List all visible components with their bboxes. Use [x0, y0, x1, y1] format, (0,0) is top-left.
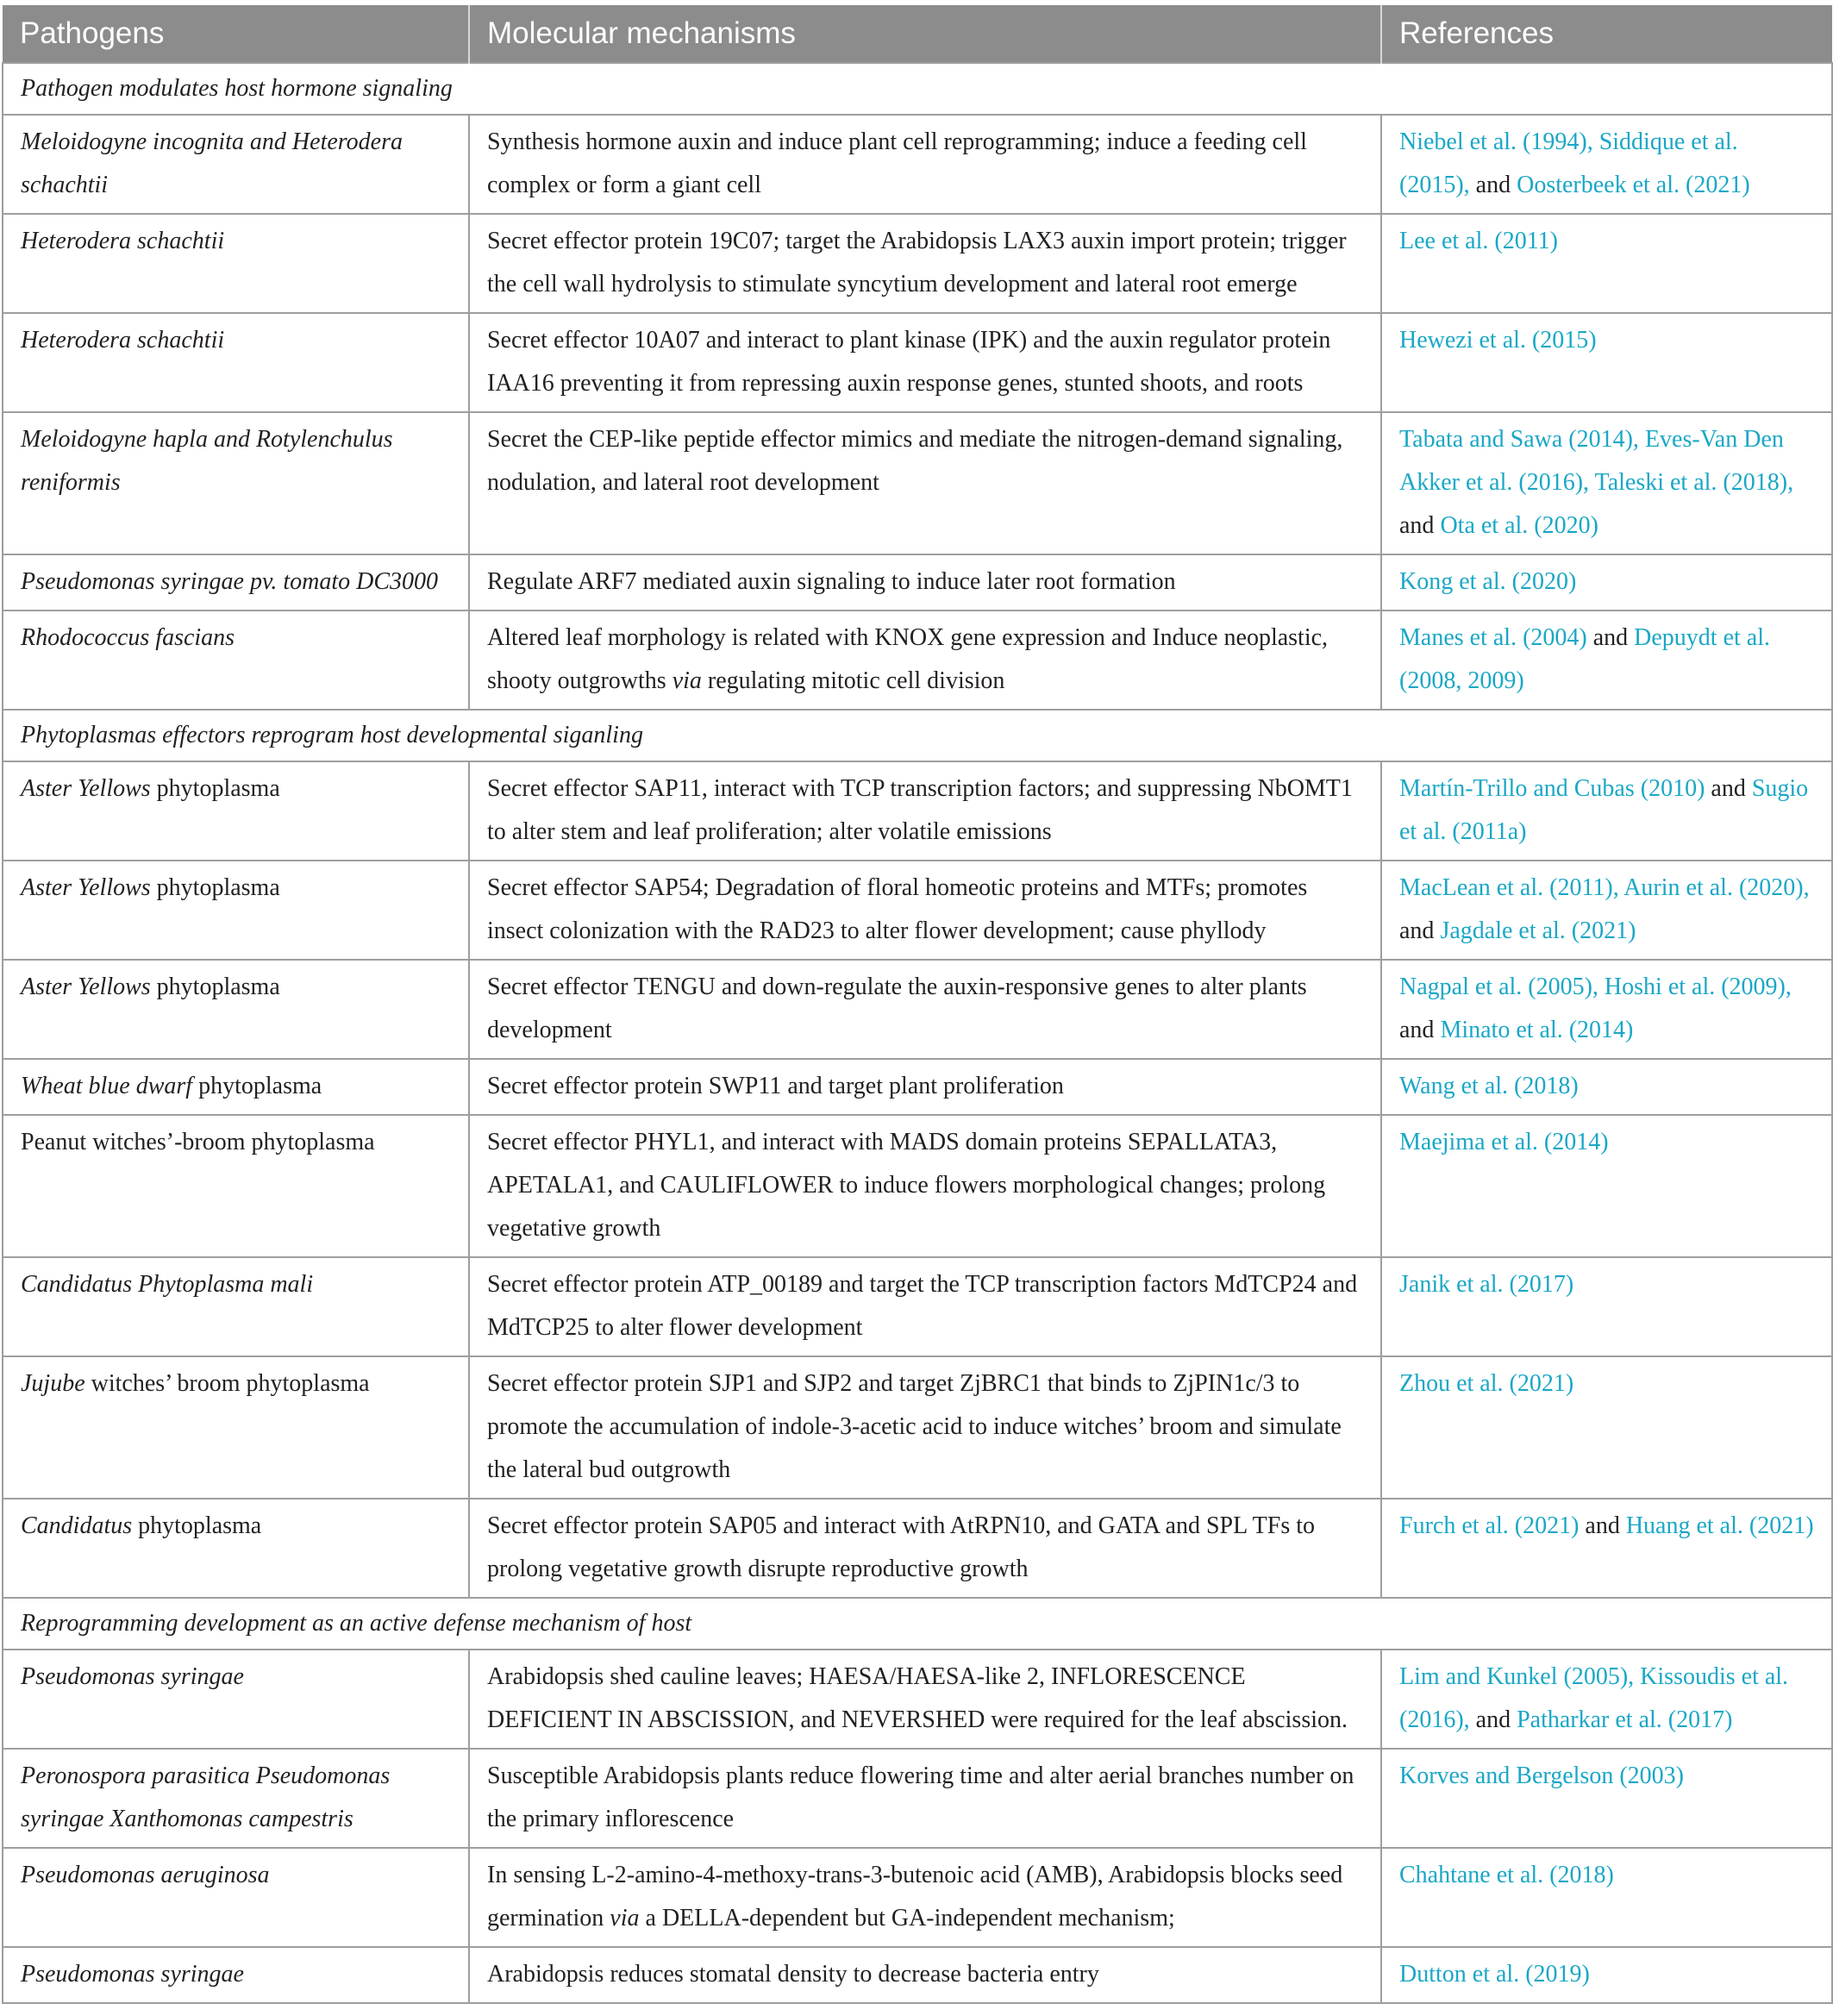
references-cell: [1381, 313, 1832, 412]
reference-link[interactable]: Lee et al. (2011): [1399, 228, 1558, 254]
pathogen-text: Aster Yellows: [21, 974, 151, 1000]
mechanism-text: Altered leaf morphology is related with KNOX gene expression and Induce neoplastic, shooty outgrowths: [487, 624, 1329, 694]
reference-link[interactable]: Dutton et al. (2019): [1399, 1961, 1590, 1988]
pathogen-text: phytoplasma: [150, 874, 280, 901]
pathogen-text: Heterodera schachtii: [21, 327, 225, 354]
reference-link[interactable]: Lim and Kunkel (2005),: [1399, 1663, 1635, 1690]
references-cell: [1381, 554, 1832, 610]
pathogen-cell: [3, 1356, 469, 1499]
pathogen-text: phytoplasma: [150, 775, 280, 802]
reference-link[interactable]: Nagpal et al. (2005),: [1399, 974, 1598, 1000]
references-cell: [1381, 214, 1832, 313]
refs-text: and: [1586, 624, 1635, 651]
mechanism-text: via: [610, 1905, 640, 1931]
mechanism-text: Secret effector 10A07 and interact to plant kinase (IPK) and the auxin regulator protein IAA16 preventing it from repressing auxin response genes, stunted shoots, and roots: [487, 327, 1331, 397]
pathogen-text: Candidatus Phytoplasma mali: [21, 1271, 314, 1298]
pathogen-text: Peanut witches’-broom phytoplasma: [21, 1129, 375, 1155]
mechanism-text: Secret effector protein SWP11 and target plant proliferation: [487, 1073, 1064, 1099]
references-cell: [1381, 861, 1832, 960]
refs-text: and: [1469, 172, 1517, 198]
pathogen-cell: [3, 1499, 469, 1598]
references-cell: [1381, 1499, 1832, 1598]
table-row: [3, 313, 1832, 412]
table-row: [3, 1115, 1832, 1257]
section-heading: Pathogen modulates host hormone signaling: [3, 63, 1832, 115]
mechanism-cell: [469, 1650, 1381, 1749]
mechanism-text: via: [672, 667, 702, 694]
reference-link[interactable]: Wang et al. (2018): [1399, 1073, 1579, 1099]
reference-link[interactable]: Ota et al. (2020): [1440, 512, 1598, 539]
refs-text: [1593, 128, 1599, 155]
mechanism-text: Secret effector TENGU and down-regulate the auxin-responsive genes to alter plants development: [487, 974, 1307, 1043]
pathogen-text: Pseudomonas syringae: [21, 1961, 244, 1988]
header-references: References: [1381, 5, 1832, 63]
refs-text: and: [1469, 1706, 1517, 1733]
pathogen-cell: [3, 313, 469, 412]
mechanism-text: Secret the CEP-like peptide effector mimics and mediate the nitrogen-demand signaling, nodulation, and lateral root development: [487, 426, 1343, 496]
reference-link[interactable]: Taleski et al. (2018),: [1594, 469, 1794, 496]
section-row: [3, 1598, 1832, 1650]
pathogen-text: Aster Yellows: [21, 775, 151, 802]
section-row: [3, 63, 1832, 115]
pathogen-cell: [3, 861, 469, 960]
section-heading: Reprogramming development as an active defense mechanism of host: [3, 1598, 1832, 1650]
pathogen-cell: [3, 412, 469, 554]
header-molecular-mechanisms: Molecular mechanisms: [469, 5, 1381, 63]
mechanism-text: Susceptible Arabidopsis plants reduce flowering time and alter aerial branches number on the primary inflorescence: [487, 1762, 1354, 1832]
reference-link[interactable]: Patharkar et al. (2017): [1517, 1706, 1733, 1733]
mechanism-cell: [469, 1059, 1381, 1115]
table-row: [3, 960, 1832, 1059]
table-row: [3, 1059, 1832, 1115]
table-row: [3, 554, 1832, 610]
references-cell: [1381, 1947, 1832, 2003]
mechanism-cell: [469, 861, 1381, 960]
reference-link[interactable]: Aurin et al. (2020),: [1623, 874, 1810, 901]
mechanism-text: Secret effector protein SJP1 and SJP2 and target ZjBRC1 that binds to ZjPIN1c/3 to promote the accumulation of indole-3-acetic acid to induce witches’ broom and simulate the lateral bud outgrowth: [487, 1370, 1342, 1483]
pathogen-cell: [3, 1257, 469, 1356]
mechanism-text: a DELLA-dependent but GA-independent mechanism;: [639, 1905, 1175, 1931]
reference-link[interactable]: Zhou et al. (2021): [1399, 1370, 1574, 1397]
pathogen-text: Wheat blue dwarf: [21, 1073, 193, 1099]
mechanism-cell: [469, 1257, 1381, 1356]
mechanism-cell: [469, 960, 1381, 1059]
table-row: [3, 610, 1832, 710]
pathogen-cell: [3, 1115, 469, 1257]
reference-link[interactable]: Minato et al. (2014): [1440, 1017, 1634, 1043]
refs-text: and: [1399, 512, 1441, 539]
references-cell: [1381, 1115, 1832, 1257]
table-row: [3, 214, 1832, 313]
reference-link[interactable]: Hewezi et al. (2015): [1399, 327, 1597, 354]
table-row: [3, 412, 1832, 554]
reference-link[interactable]: Janik et al. (2017): [1399, 1271, 1574, 1298]
pathogen-cell: [3, 610, 469, 710]
section-heading: Phytoplasmas effectors reprogram host developmental siganling: [3, 710, 1832, 761]
mechanism-text: In sensing L-2-amino-4-methoxy-trans-3-butenoic acid (AMB), Arabidopsis blocks seed germination: [487, 1862, 1343, 1931]
table-row: [3, 1650, 1832, 1749]
references-cell: [1381, 761, 1832, 861]
reference-link[interactable]: Hoshi et al. (2009),: [1604, 974, 1792, 1000]
pathogen-text: Meloidogyne incognita and Heterodera schachtii: [21, 128, 403, 198]
mechanism-text: regulating mitotic cell division: [701, 667, 1005, 694]
references-cell: [1381, 1059, 1832, 1115]
mechanism-cell: [469, 554, 1381, 610]
pathogen-cell: [3, 761, 469, 861]
pathogen-cell: [3, 554, 469, 610]
pathogen-text: phytoplasma: [150, 974, 280, 1000]
references-cell: [1381, 1749, 1832, 1848]
pathogen-cell: [3, 214, 469, 313]
reference-link[interactable]: Siddique et al. (2015),: [1399, 128, 1738, 198]
mechanism-cell: [469, 313, 1381, 412]
reference-link[interactable]: Kong et al. (2020): [1399, 568, 1577, 595]
reference-link[interactable]: Huang et al. (2021): [1625, 1512, 1814, 1539]
pathogen-text: phytoplasma: [192, 1073, 322, 1099]
pathogen-text: Peronospora parasitica Pseudomonas syringae Xanthomonas campestris: [21, 1762, 391, 1832]
mechanism-text: Secret effector SAP54; Degradation of floral homeotic proteins and MTFs; promotes insect colonization with the RAD23 to alter flower development; cause phyllody: [487, 874, 1308, 944]
pathogen-text: Heterodera schachtii: [21, 228, 225, 254]
pathogen-text: Aster Yellows: [21, 874, 151, 901]
mechanism-text: Secret effector SAP11, interact with TCP transcription factors; and suppressing NbOMT1 to alter stem and leaf proliferation; alter volatile emissions: [487, 775, 1353, 845]
references-cell: [1381, 115, 1832, 214]
pathogen-text: witches’ broom phytoplasma: [84, 1370, 370, 1397]
table-row: [3, 1499, 1832, 1598]
table-row: [3, 861, 1832, 960]
reference-link[interactable]: Kissoudis et al. (2016),: [1399, 1663, 1789, 1733]
reference-link[interactable]: Tabata and Sawa (2014),: [1399, 426, 1639, 453]
table-row: [3, 1257, 1832, 1356]
reference-link[interactable]: Eves-Van Den Akker et al. (2016),: [1399, 426, 1784, 496]
table-row: [3, 1848, 1832, 1947]
pathogen-text: Pseudomonas syringae: [21, 1663, 244, 1690]
header-row: [3, 5, 1832, 63]
table-row: [3, 1947, 1832, 2003]
reference-link[interactable]: Sugio et al. (2011a): [1399, 775, 1809, 845]
reference-link[interactable]: Jagdale et al. (2021): [1440, 917, 1636, 944]
refs-text: and: [1705, 775, 1752, 802]
references-cell: [1381, 960, 1832, 1059]
table-row: [3, 761, 1832, 861]
table-row: [3, 115, 1832, 214]
references-cell: [1381, 1848, 1832, 1947]
refs-text: [1639, 426, 1645, 453]
refs-text: and: [1399, 1017, 1441, 1043]
pathogen-text: Pseudomonas aeruginosa: [21, 1862, 270, 1888]
pathogen-cell: [3, 1650, 469, 1749]
references-cell: [1381, 1650, 1832, 1749]
mechanism-cell: [469, 1115, 1381, 1257]
mechanism-cell: [469, 1848, 1381, 1947]
mechanism-text: Arabidopsis reduces stomatal density to decrease bacteria entry: [487, 1961, 1099, 1988]
pathogen-text: Candidatus: [21, 1512, 133, 1539]
mechanism-cell: [469, 1749, 1381, 1848]
references-cell: [1381, 412, 1832, 554]
table-header: [3, 5, 1832, 63]
reference-link[interactable]: Martín-Trillo and Cubas (2010): [1399, 775, 1705, 802]
pathogen-text: Rhodococcus fascians: [21, 624, 235, 651]
references-cell: [1381, 1257, 1832, 1356]
mechanism-text: Arabidopsis shed cauline leaves; HAESA/HAESA-like 2, INFLORESCENCE DEFICIENT IN ABSCISSION, and NEVERSHED were required for the leaf abscission.: [487, 1663, 1348, 1733]
reference-link[interactable]: Chahtane et al. (2018): [1399, 1862, 1614, 1888]
mechanism-text: Secret effector protein SAP05 and interact with AtRPN10, and GATA and SPL TFs to prolong vegetative growth disrupte reproductive growth: [487, 1512, 1316, 1582]
mechanism-text: Secret effector PHYL1, and interact with MADS domain proteins SEPALLATA3, APETALA1, and CAULIFLOWER to induce flowers morphological changes; prolong vegetative growth: [487, 1129, 1326, 1242]
mechanism-text: Secret effector protein 19C07; target the Arabidopsis LAX3 auxin import protein; trigger the cell wall hydrolysis to stimulate syncytium development and lateral root emerge: [487, 228, 1347, 297]
table-row: [3, 1356, 1832, 1499]
mechanism-cell: [469, 1499, 1381, 1598]
reference-link[interactable]: Oosterbeek et al. (2021): [1517, 172, 1750, 198]
pathogen-text: Meloidogyne hapla and Rotylenchulus reniformis: [21, 426, 393, 496]
table-row: [3, 1749, 1832, 1848]
mechanism-cell: [469, 610, 1381, 710]
mechanism-cell: [469, 214, 1381, 313]
pathogen-cell: [3, 960, 469, 1059]
reference-link[interactable]: Maejima et al. (2014): [1399, 1129, 1609, 1155]
pathogen-cell: [3, 115, 469, 214]
mechanism-cell: [469, 1356, 1381, 1499]
mechanism-text: Synthesis hormone auxin and induce plant cell reprogramming; induce a feeding cell complex or form a giant cell: [487, 128, 1307, 198]
references-cell: [1381, 610, 1832, 710]
table-body: [3, 63, 1832, 2003]
refs-text: and: [1579, 1512, 1626, 1539]
mechanism-cell: [469, 115, 1381, 214]
pathogen-text: Jujube: [21, 1370, 85, 1397]
pathogen-text: Pseudomonas syringae pv. tomato DC3000: [21, 568, 438, 595]
pathogen-cell: [3, 1749, 469, 1848]
reference-link[interactable]: MacLean et al. (2011),: [1399, 874, 1619, 901]
mechanism-cell: [469, 412, 1381, 554]
pathogen-mechanism-table: [2, 5, 1833, 2004]
reference-link[interactable]: Manes et al. (2004): [1399, 624, 1587, 651]
header-pathogens: Pathogens: [3, 5, 469, 63]
pathogen-cell: [3, 1947, 469, 2003]
reference-link[interactable]: Depuydt et al. (2008, 2009): [1399, 624, 1770, 694]
refs-text: [1598, 974, 1605, 1000]
mechanism-text: Secret effector protein ATP_00189 and target the TCP transcription factors MdTCP24 and MdTCP25 to alter flower development: [487, 1271, 1358, 1341]
mechanism-cell: [469, 1947, 1381, 2003]
reference-link[interactable]: Korves and Bergelson (2003): [1399, 1762, 1684, 1789]
pathogen-cell: [3, 1059, 469, 1115]
reference-link[interactable]: Furch et al. (2021): [1399, 1512, 1580, 1539]
pathogen-text: phytoplasma: [132, 1512, 262, 1539]
pathogen-cell: [3, 1848, 469, 1947]
refs-text: and: [1399, 917, 1441, 944]
section-row: [3, 710, 1832, 761]
mechanism-text: Regulate ARF7 mediated auxin signaling to induce later root formation: [487, 568, 1176, 595]
reference-link[interactable]: Niebel et al. (1994),: [1399, 128, 1593, 155]
mechanism-cell: [469, 761, 1381, 861]
references-cell: [1381, 1356, 1832, 1499]
